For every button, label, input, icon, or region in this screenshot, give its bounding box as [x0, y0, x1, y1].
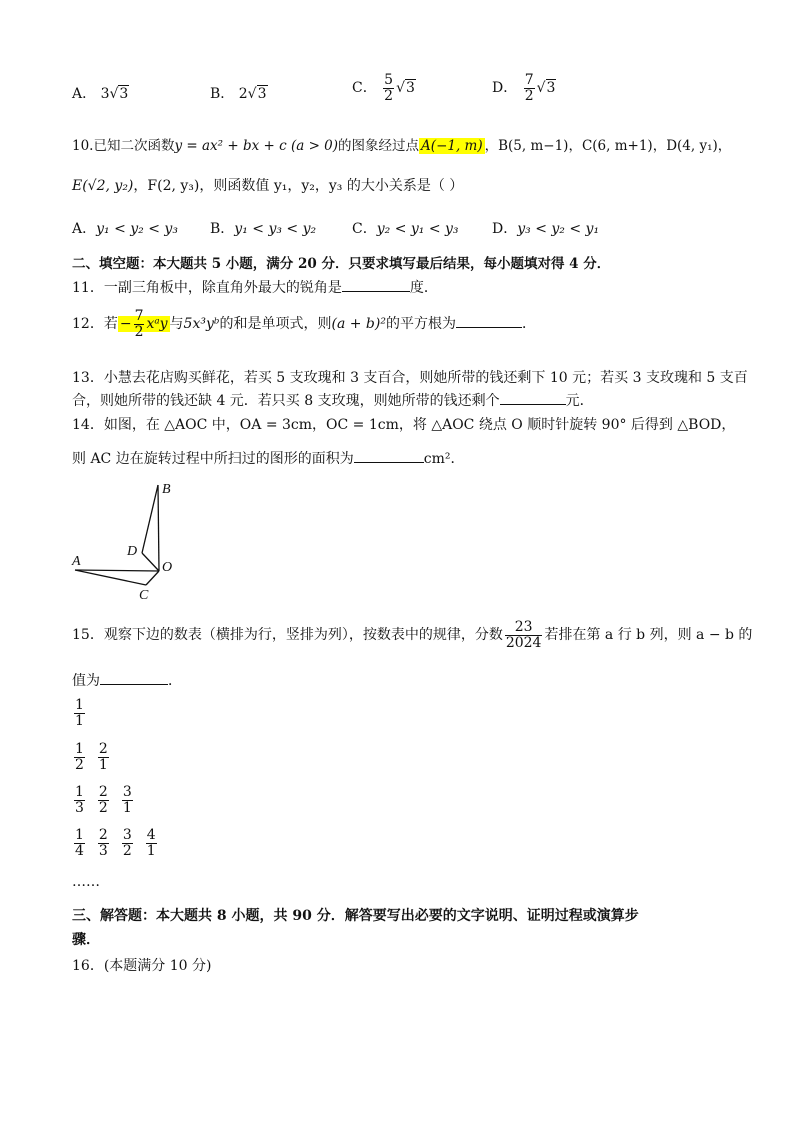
numerator: 7 — [134, 308, 144, 324]
segment-ob — [158, 485, 159, 571]
option-label: A． — [72, 86, 97, 102]
numerator: 2 — [98, 741, 108, 757]
q10-option-d — [492, 218, 599, 238]
q10-prefix: 10.已知二次函数 — [72, 138, 175, 154]
segment-ao — [75, 570, 159, 571]
radicand: 3 — [257, 86, 267, 102]
table-fraction — [122, 785, 133, 815]
q15-value-label: 值为 — [72, 673, 100, 689]
option-label: D． — [492, 221, 518, 237]
segment-co — [146, 571, 159, 585]
q9-option-d — [492, 73, 556, 103]
q15-line1 — [72, 619, 753, 651]
q15-answer-blank — [100, 671, 168, 685]
denominator: 2 — [134, 323, 144, 340]
table-ellipsis: …… — [72, 874, 100, 890]
label-b: B — [162, 482, 171, 497]
q12-term1-highlighted — [118, 308, 170, 340]
minus-sign: − — [119, 316, 132, 333]
table-fraction — [146, 828, 157, 858]
table-fraction — [74, 698, 85, 728]
radicand: 3 — [119, 86, 129, 102]
option-coefficient: 2 — [238, 86, 248, 102]
q10-option-c — [352, 218, 459, 238]
numerator: 1 — [75, 827, 84, 843]
denominator: 2 — [122, 842, 132, 859]
q12-answer-blank — [456, 314, 522, 328]
numerator: 1 — [75, 784, 84, 800]
q10-line2 — [72, 175, 734, 195]
q12-text: 12．若 — [72, 316, 118, 333]
option-text: y₂ < y₁ < y₃ — [376, 221, 459, 237]
q12-question: 的平方根为 — [385, 316, 456, 333]
denominator: 1 — [75, 712, 84, 729]
fraction — [383, 73, 394, 103]
denominator: 2 — [524, 87, 534, 104]
sqrt-symbol: √3 — [247, 86, 267, 102]
option-text: y₁ < y₂ < y₃ — [96, 221, 178, 237]
q10-point-a-highlighted: A(−1, m) — [421, 138, 483, 154]
q14-line1: 14．如图，在 △AOC 中，OA = 3cm，OC = 1cm，将 △AOC 绕点 O 顺时针旋转 90° 后得到 △BOD， — [72, 417, 736, 433]
q12-term2: 5x³yᵇ — [183, 316, 220, 333]
table-fraction — [122, 828, 133, 858]
sqrt-symbol: √3 — [109, 86, 129, 102]
number-table-row-4 — [72, 828, 168, 858]
q13-unit: 元． — [565, 393, 594, 409]
q12-term1-vars: xᵃy — [146, 316, 168, 333]
q11-text: 11．一副三角板中，除直角外最大的锐角是 — [72, 280, 342, 296]
denominator: 2 — [75, 756, 84, 773]
option-text: y₁ < y₃ < y₂ — [234, 221, 317, 237]
q12-and: 与 — [169, 316, 184, 333]
q14-line2 — [72, 448, 734, 468]
table-fraction — [74, 828, 85, 858]
denominator: 2 — [384, 87, 394, 104]
label-a: A — [72, 554, 81, 569]
section-2-heading: 二、填空题：本大题共 5 小题，满分 20 分．只要求填写最后结果，每小题填对得 4 分． — [72, 256, 611, 272]
rotation-figure — [60, 475, 190, 605]
q13-line2 — [72, 390, 734, 410]
numerator: 1 — [75, 741, 84, 757]
q15-end: ． — [168, 673, 182, 689]
q11-answer-blank — [342, 278, 410, 292]
number-table-row-2 — [72, 742, 120, 772]
sqrt-symbol: √3 — [536, 80, 556, 97]
radicand: 3 — [546, 80, 556, 97]
fraction — [505, 620, 543, 650]
denominator: 1 — [122, 799, 132, 816]
q10-function: y = ax² + bx + c (a > 0) — [174, 138, 339, 154]
q10-option-a — [72, 218, 178, 238]
q15-question: 若排在第 a 行 b 列，则 a − b 的 — [544, 627, 753, 644]
section-3-heading-cont: 骤． — [72, 932, 100, 948]
q14-unit: cm²． — [423, 451, 465, 467]
q12-condition: 的和是单项式，则 — [219, 316, 332, 333]
option-coefficient: 3 — [100, 86, 110, 102]
option-label: D． — [492, 80, 518, 97]
number-table-row-1 — [72, 698, 96, 728]
option-label: B． — [210, 86, 235, 102]
q15-line2 — [72, 670, 734, 690]
numerator: 23 — [505, 620, 543, 636]
q12 — [72, 309, 734, 339]
numerator: 4 — [146, 827, 156, 843]
q10-points: ，B(5, m−1)，C(6, m+1)，D(4, y₁)， — [484, 138, 732, 154]
option-label: C． — [352, 221, 377, 237]
denominator: 3 — [75, 799, 84, 816]
q13-answer-blank — [500, 391, 566, 405]
denominator: 2024 — [505, 634, 542, 651]
option-label: C． — [352, 80, 377, 97]
table-fraction — [74, 785, 85, 815]
segment-do — [142, 553, 159, 571]
q9-option-a — [72, 83, 129, 103]
denominator: 1 — [146, 842, 156, 859]
q13-line1: 13．小慧去花店购买鲜花，若买 5 支玫瑰和 3 支百合，则她所带的钱还剩下 10 元；若买 3 支玫瑰和 5 支百 — [72, 370, 748, 386]
numerator: 3 — [122, 827, 132, 843]
label-d: D — [127, 544, 138, 559]
table-fraction — [74, 742, 85, 772]
denominator: 4 — [75, 842, 84, 859]
q11-unit: 度． — [409, 280, 438, 296]
q10-point-e: E(√2, y₂) — [72, 178, 134, 194]
q12-end: ． — [521, 316, 536, 333]
table-fraction — [98, 742, 109, 772]
numerator: 5 — [384, 72, 394, 88]
q9-option-b — [210, 83, 268, 103]
label-c: C — [139, 588, 149, 603]
numerator: 3 — [122, 784, 132, 800]
number-table-row-3 — [72, 785, 144, 815]
numerator: 2 — [98, 784, 108, 800]
denominator: 2 — [98, 799, 108, 816]
sqrt-symbol: √3 — [396, 80, 415, 97]
q14-answer-blank — [354, 449, 424, 463]
q11 — [72, 277, 734, 297]
fraction — [524, 73, 535, 103]
q10-option-b — [210, 218, 316, 238]
q15-text: 15．观察下边的数表（横排为行，竖排为列），按数表中的规律，分数 — [72, 627, 503, 644]
label-o: O — [162, 560, 173, 575]
segment-bd — [142, 485, 158, 553]
segment-ac — [75, 570, 146, 585]
denominator: 3 — [98, 842, 108, 859]
radicand: 3 — [406, 80, 415, 97]
q16-heading: 16．(本题满分 10 分) — [72, 958, 212, 974]
denominator: 1 — [98, 756, 108, 773]
q10-mid: 的图象经过点 — [338, 138, 420, 154]
option-label: A． — [72, 221, 97, 237]
section-3-heading: 三、解答题：本大题共 8 小题，共 90 分．解答要写出必要的文字说明、证明过程或演算步 — [72, 908, 639, 924]
option-label: B． — [210, 221, 235, 237]
q10-line1 — [72, 134, 734, 154]
table-fraction — [98, 828, 109, 858]
option-text: y₃ < y₂ < y₁ — [517, 221, 600, 237]
q12-expression: (a + b)² — [331, 316, 386, 333]
numerator: 7 — [524, 72, 534, 88]
q10-question: ，F(2, y₃)，则函数值 y₁，y₂，y₃ 的大小关系是（ ） — [133, 178, 464, 194]
table-fraction — [98, 785, 109, 815]
numerator: 2 — [98, 827, 108, 843]
q9-option-c — [352, 73, 416, 103]
q14-text: 则 AC 边在旋转过程中所扫过的图形的面积为 — [72, 451, 354, 467]
fraction — [134, 309, 145, 339]
numerator: 1 — [75, 697, 84, 713]
q13-text: 合，则她所带的钱还缺 4 元．若只买 8 支玫瑰，则她所带的钱还剩个 — [72, 393, 500, 409]
